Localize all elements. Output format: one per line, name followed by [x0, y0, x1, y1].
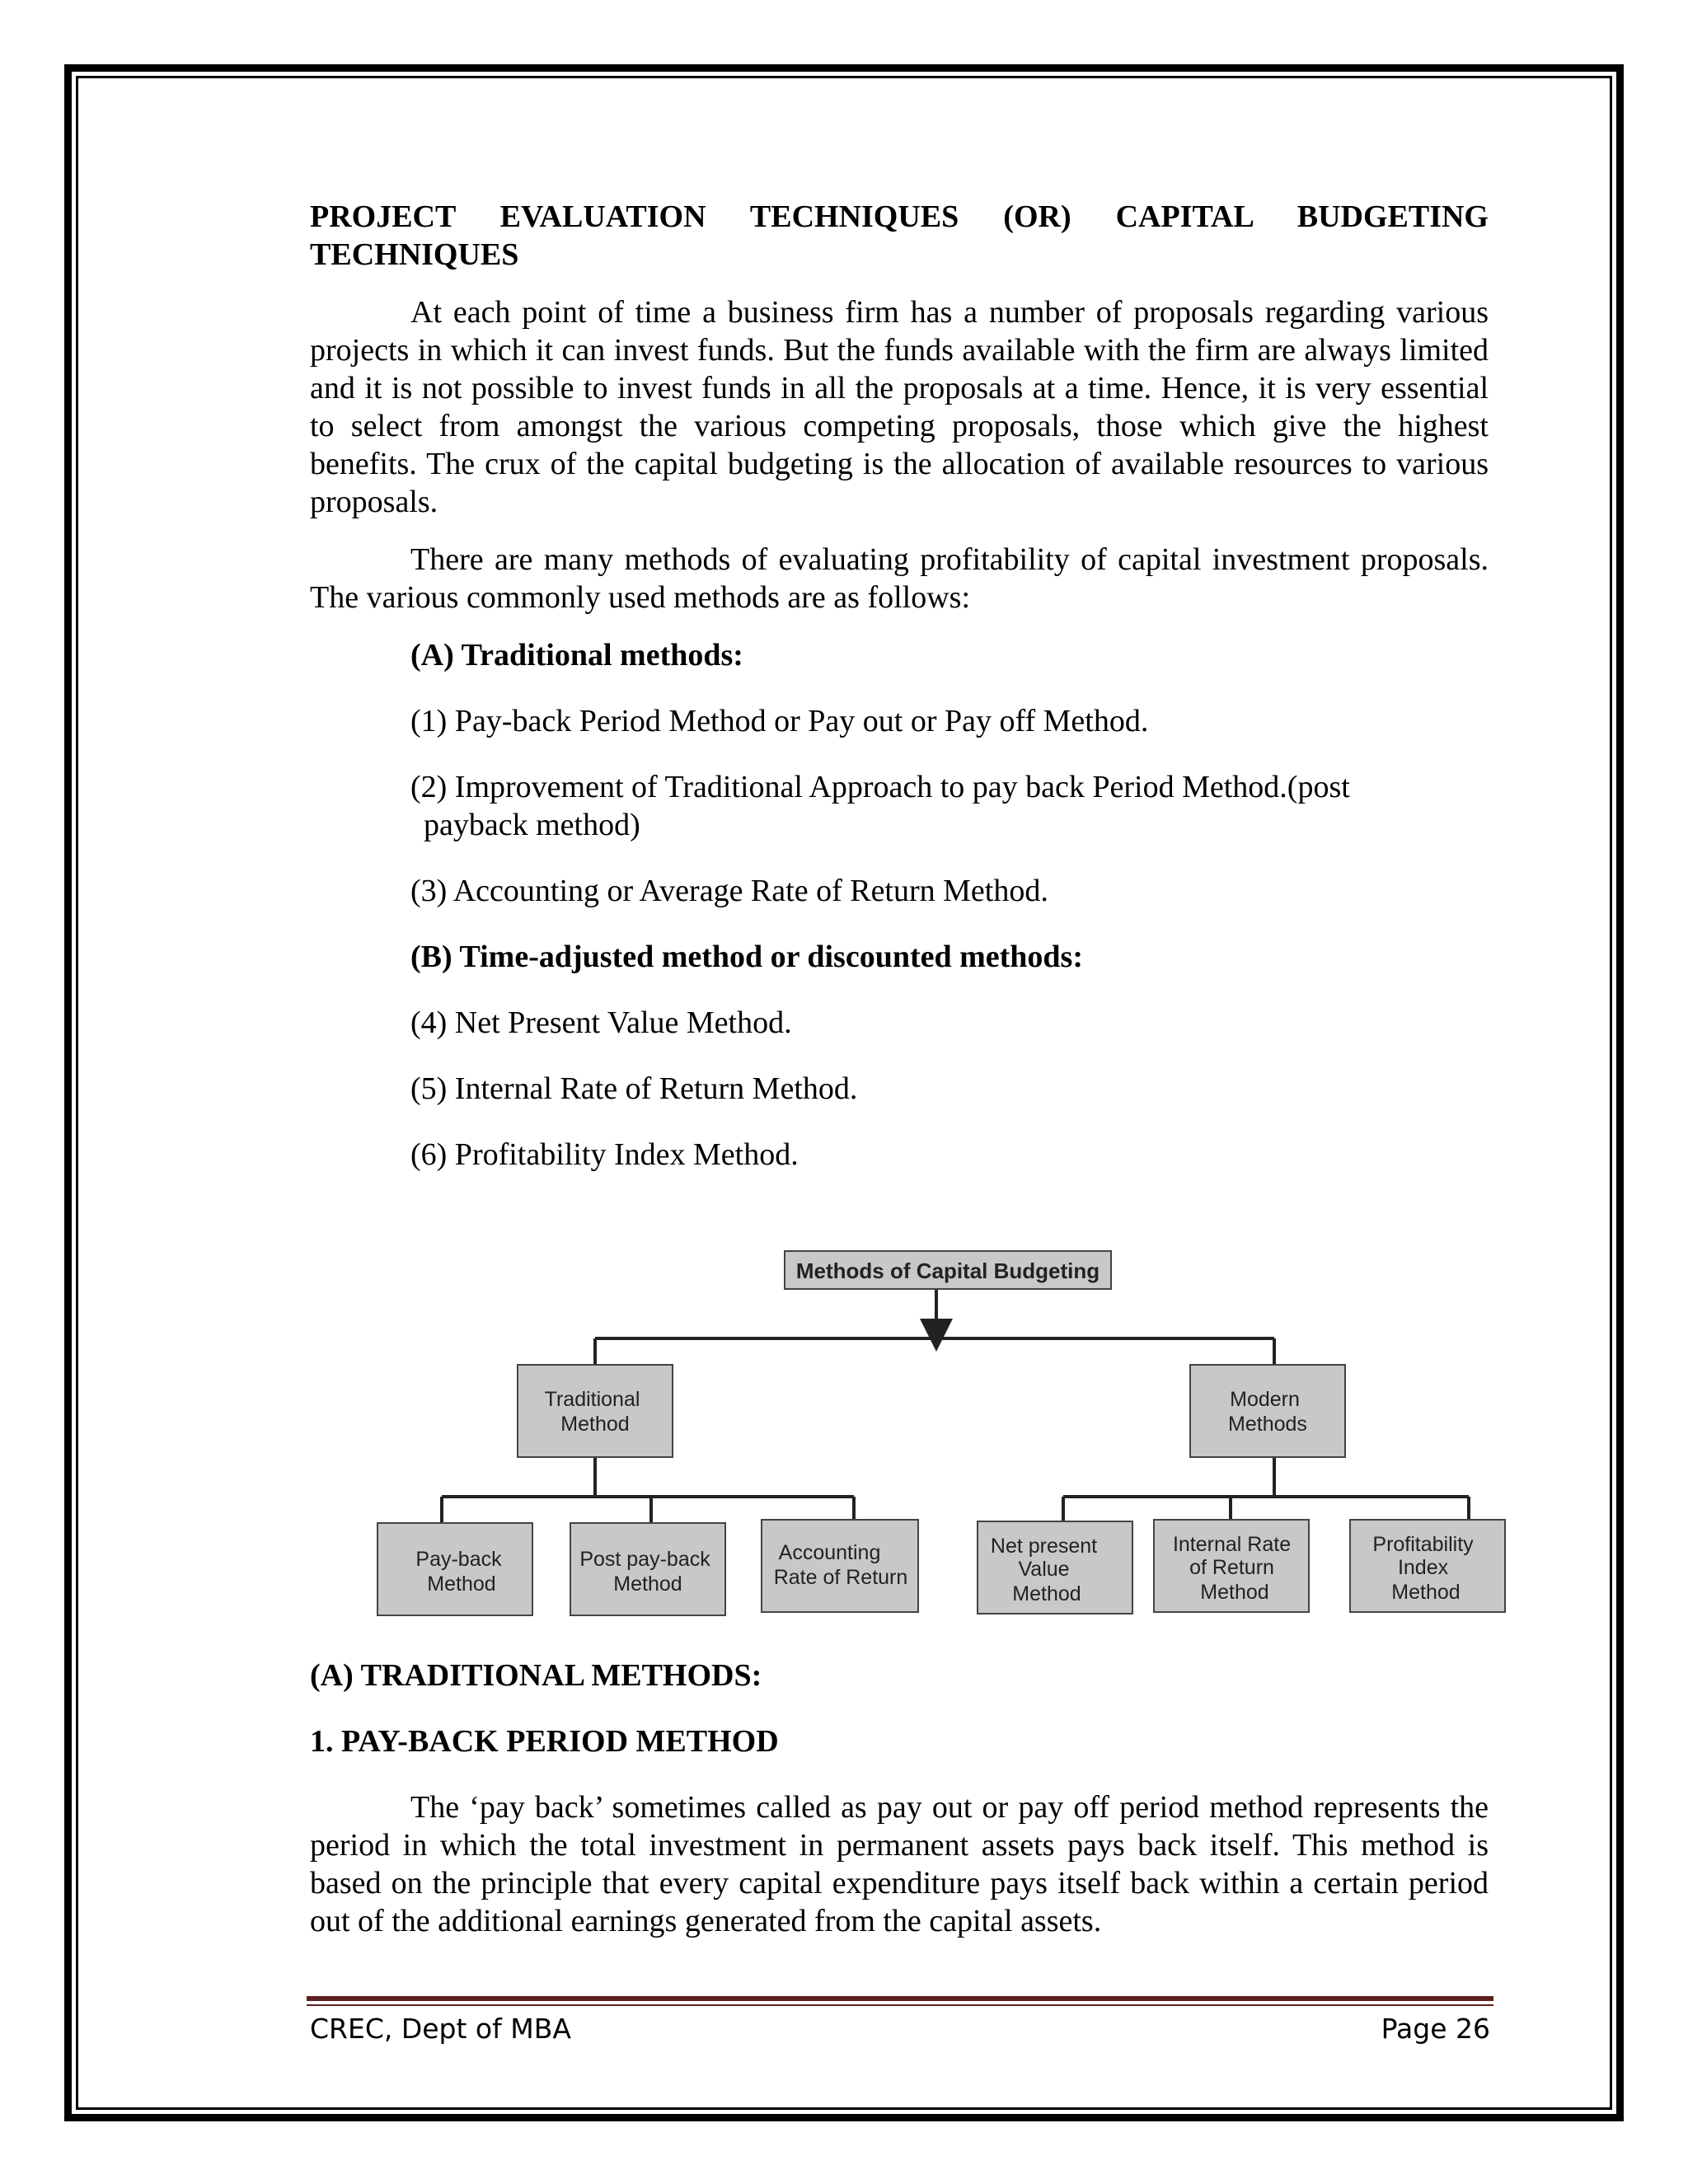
node-label-line: Method [560, 1413, 630, 1436]
page-footer [310, 2013, 1490, 2045]
lower-content [310, 1657, 1489, 1960]
footer-rule-thin [307, 2004, 1493, 2006]
node-label-line: Pay-back [415, 1548, 502, 1571]
list-item: (6) Profitability Index Method. [410, 1137, 799, 1172]
payback-method-node [377, 1523, 532, 1615]
node-label-line: Post pay-back [579, 1548, 710, 1571]
node-label-line: of Return [1189, 1556, 1274, 1579]
node-label-line: Traditional [544, 1388, 640, 1411]
list-item-text: (2) Improvement of Traditional Approach to pay back Period Method.(post [410, 770, 1350, 804]
list-item [410, 768, 1489, 844]
node-label-line: Method [613, 1572, 682, 1596]
node-label-line: Rate of Return [773, 1566, 908, 1589]
payback-paragraph: The ‘pay back’ sometimes called as pay out or pay off period method represents the period in which the total investment in permanent assets pays back itself. This method is based on the principle that every capital expenditure pays itself back within a certain period out of the additional earnings generated from the capital assets. [310, 1790, 1489, 1938]
footer-department: CREC, Dept of MBA [310, 2013, 571, 2045]
list-item: (1) Pay-back Period Method or Pay out or Pay off Method. [410, 704, 1149, 738]
page-content [310, 198, 1489, 1202]
traditional-methods-heading: (A) Traditional methods: [410, 638, 743, 673]
footer-rule [307, 1996, 1493, 2001]
node-label-line: Accounting [778, 1541, 881, 1564]
post-payback-method-node [570, 1523, 725, 1615]
methods-paragraph: There are many methods of evaluating profitability of capital investment proposals. The various commonly used methods are as follows: [310, 542, 1489, 615]
node-label-line: Value [1018, 1558, 1070, 1581]
footer-page-number: Page 26 [1381, 2013, 1490, 2045]
node-label-line: Methods [1228, 1413, 1307, 1436]
npv-method-node [978, 1521, 1132, 1614]
node-label-line: Net present [990, 1535, 1098, 1558]
node-label-line: Method [427, 1572, 496, 1596]
methods-diagram [363, 1244, 1517, 1640]
irr-method-node [1154, 1520, 1309, 1612]
traditional-method-node [518, 1365, 673, 1457]
node-label-line: Method [1391, 1581, 1461, 1604]
discounted-methods-heading: (B) Time-adjusted method or discounted methods: [410, 940, 1083, 974]
intro-paragraph: At each point of time a business firm has a number of proposals regarding various projects in which it can invest funds. But the funds available with the firm are always limited and it is not possible to invest funds in all the proposals at a time. Hence, it is very essential to select from amongst the various competing proposals, those which give the highest benefits. The crux of the capital budgeting is the allocation of available resources to various proposals. [310, 295, 1489, 519]
modern-methods-node [1190, 1365, 1345, 1457]
list-item: (3) Accounting or Average Rate of Return Method. [410, 874, 1048, 908]
node-label-line: Internal Rate [1172, 1533, 1292, 1556]
page-heading: PROJECT EVALUATION TECHNIQUES (OR) CAPITAL BUDGETING TECHNIQUES [310, 199, 1489, 272]
list-item: (4) Net Present Value Method. [410, 1005, 792, 1040]
accounting-rate-node [762, 1520, 918, 1612]
list-item: (5) Internal Rate of Return Method. [410, 1071, 858, 1106]
profitability-index-node [1350, 1520, 1505, 1612]
root-node-label: Methods of Capital Budgeting [795, 1258, 1100, 1283]
list-item-continuation: payback method) [424, 808, 640, 842]
node-label-line: Index [1397, 1556, 1449, 1579]
node-label-line: Method [1012, 1582, 1081, 1605]
node-label-line: Modern [1230, 1388, 1300, 1411]
section-a-heading: (A) TRADITIONAL METHODS: [310, 1658, 762, 1693]
root-node [785, 1251, 1111, 1289]
section-1-heading: 1. PAY-BACK PERIOD METHOD [310, 1724, 779, 1759]
node-label-line: Method [1200, 1581, 1269, 1604]
node-label-line: Profitability [1372, 1533, 1474, 1556]
